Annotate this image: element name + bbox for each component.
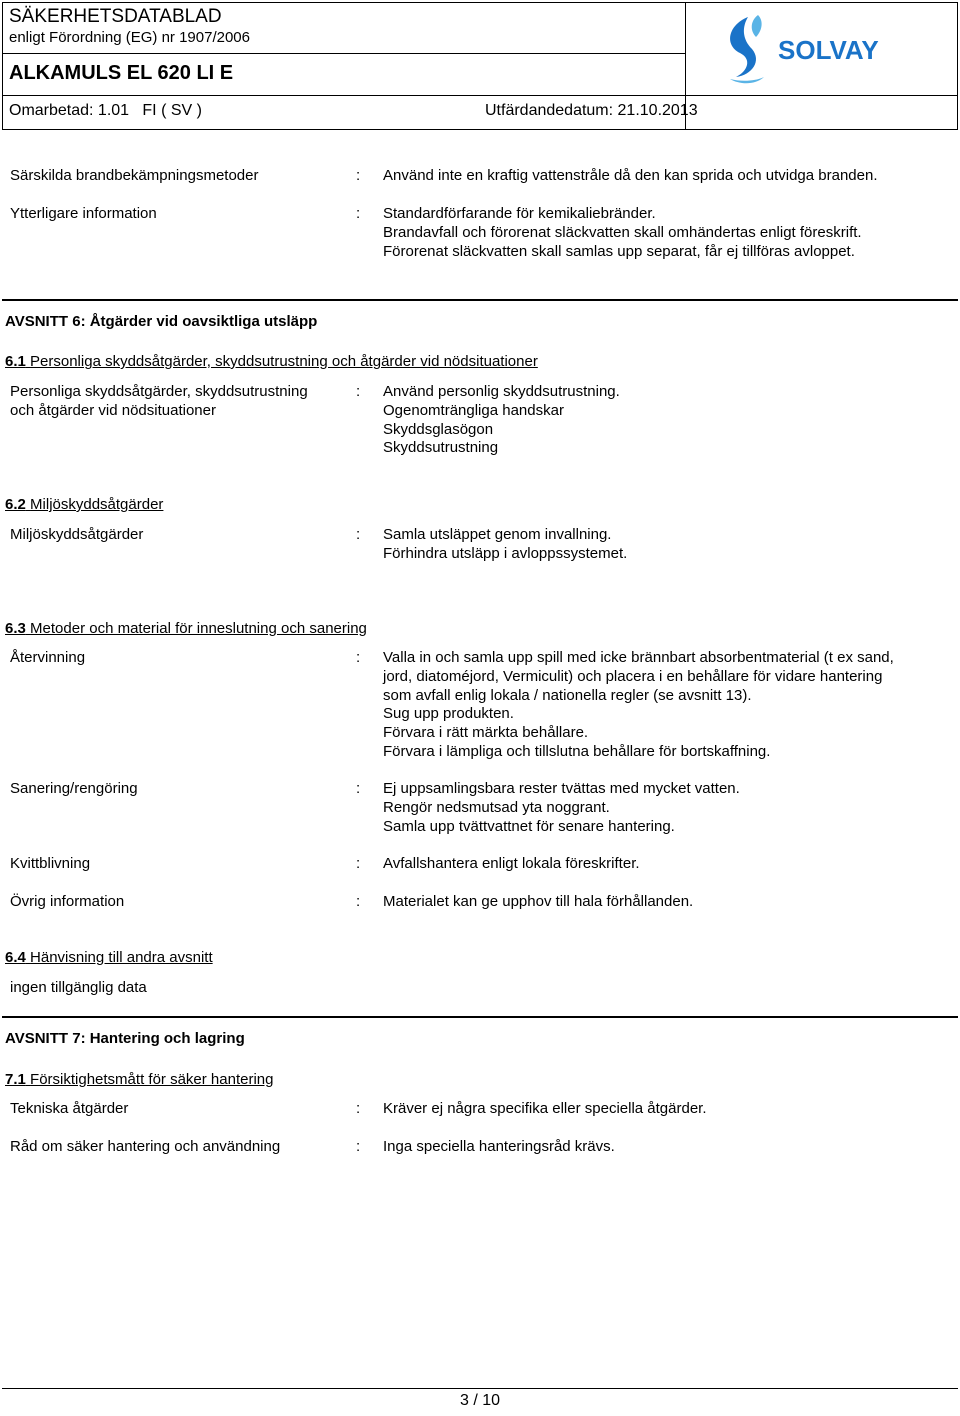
s62-value xyxy=(383,526,627,564)
colon: : xyxy=(356,893,361,910)
other-info-value: Materialet kan ge upphov till hala förhållanden. xyxy=(383,893,694,910)
text-line: Standardförfarande för kemikaliebränder. xyxy=(383,205,656,222)
text-line: och åtgärder vid nödsituationer xyxy=(10,401,216,419)
subsection-7-1-heading xyxy=(5,1071,273,1088)
regulation-reference: enligt Förordning (EG) nr 1907/2006 xyxy=(9,29,250,46)
text-line: Personliga skyddsåtgärder, skyddsutrustning xyxy=(10,383,308,400)
text-line: som avfall enlig lokala / nationella regler (se avsnitt 13). xyxy=(383,686,752,704)
text-line: Använd personlig skyddsutrustning. xyxy=(383,383,620,400)
header-divider xyxy=(3,53,685,54)
cleaning-value xyxy=(383,780,740,836)
other-info-label: Övrig information xyxy=(10,893,125,910)
text-line: Skyddsglasögon xyxy=(383,420,494,438)
subsection-number: 6.3 xyxy=(5,620,26,637)
text-line: Brandavfall och förorenat släckvatten skall omhändertas enligt föreskrift. xyxy=(383,223,862,241)
subsection-6-2-heading xyxy=(5,496,163,513)
s61-value xyxy=(383,383,620,458)
subsection-title: Försiktighetsmått för säker hantering xyxy=(30,1071,274,1088)
text-line: Valla in och samla upp spill med icke brännbart absorbentmaterial (t ex sand, xyxy=(383,649,894,666)
colon: : xyxy=(356,780,361,797)
document-title: SÄKERHETSDATABLAD xyxy=(9,6,222,27)
further-info-value xyxy=(383,205,862,261)
colon: : xyxy=(356,1138,361,1155)
subsection-6-1-heading xyxy=(5,353,538,370)
colon: : xyxy=(356,167,361,184)
text-line: Förvara i rätt märkta behållare. xyxy=(383,724,589,742)
acknowledgement-value: Avfallshantera enligt lokala föreskrifter. xyxy=(383,855,640,872)
colon: : xyxy=(356,855,361,872)
colon: : xyxy=(356,205,361,222)
text-line: jord, diatoméjord, Vermiculit) och placera i en behållare för vidare hantering xyxy=(383,667,883,685)
subsection-number: 6.4 xyxy=(5,949,26,966)
product-name: ALKAMULS EL 620 LI E xyxy=(9,62,234,84)
special-methods-label: Särskilda brandbekämpningsmetoder xyxy=(10,167,259,184)
advice-label: Råd om säker hantering och användning xyxy=(10,1138,281,1155)
special-methods-value: Använd inte en kraftig vattenstråle då den kan sprida och utvidga branden. xyxy=(383,167,878,184)
text-line: Ej uppsamlingsbara rester tvättas med mycket vatten. xyxy=(383,780,740,797)
section-rule xyxy=(2,1016,958,1018)
s64-text: ingen tillgänglig data xyxy=(10,979,147,996)
document-header xyxy=(2,2,958,130)
solvay-logo xyxy=(718,11,888,89)
s61-label xyxy=(10,383,308,421)
subsection-number: 6.1 xyxy=(5,353,26,370)
text-line: Samla upp tvättvattnet för senare hantering. xyxy=(383,817,675,835)
subsection-title: Personliga skyddsåtgärder, skyddsutrustning och åtgärder vid nödsituationer xyxy=(30,353,538,370)
subsection-title: Miljöskyddsåtgärder xyxy=(30,496,164,513)
text-line: Förhindra utsläpp i avloppssystemet. xyxy=(383,544,628,562)
colon: : xyxy=(356,526,361,543)
subsection-title: Metoder och material för inneslutning och sanering xyxy=(30,620,367,637)
technical-value: Kräver ej några specifika eller speciella åtgärder. xyxy=(383,1100,707,1117)
recovery-value xyxy=(383,649,894,762)
footer-rule xyxy=(2,1388,958,1389)
subsection-number: 6.2 xyxy=(5,496,26,513)
text-line: Samla utsläppet genom invallning. xyxy=(383,526,612,543)
page-number: 3 / 10 xyxy=(459,1392,501,1409)
subsection-6-4-heading xyxy=(5,949,213,966)
technical-label: Tekniska åtgärder xyxy=(10,1100,129,1117)
text-line: Förorenat släckvatten skall samlas upp separat, får ej tillföras avloppet. xyxy=(383,242,855,260)
colon: : xyxy=(356,649,361,666)
issue-date: Utfärdandedatum: 21.10.2013 xyxy=(485,102,698,119)
logo-wordmark: SOLVAY xyxy=(778,35,879,65)
text-line: Ogenomträngliga handskar xyxy=(383,401,564,419)
further-info-label: Ytterligare information xyxy=(10,205,157,222)
acknowledgement-label: Kvittblivning xyxy=(10,855,91,872)
subsection-title: Hänvisning till andra avsnitt xyxy=(30,949,213,966)
subsection-6-3-heading xyxy=(5,620,367,637)
text-line: Skyddsutrustning xyxy=(383,439,499,457)
colon: : xyxy=(356,1100,361,1117)
subsection-number: 7.1 xyxy=(5,1071,26,1088)
colon: : xyxy=(356,383,361,400)
advice-value: Inga speciella hanteringsråd krävs. xyxy=(383,1138,615,1155)
text-line: Rengör nedsmutsad yta noggrant. xyxy=(383,798,610,816)
recovery-label: Återvinning xyxy=(10,649,86,666)
section-7-heading: AVSNITT 7: Hantering och lagring xyxy=(5,1030,245,1047)
text-line: Förvara i lämpliga och tillslutna behållare för bortskaffning. xyxy=(383,742,771,760)
text-line: Sug upp produkten. xyxy=(383,705,514,723)
section-rule xyxy=(2,299,958,301)
header-divider xyxy=(3,95,957,96)
revision-info: Omarbetad: 1.01 FI ( SV ) xyxy=(9,102,202,119)
cleaning-label: Sanering/rengöring xyxy=(10,780,138,797)
solvay-logo-icon xyxy=(718,11,888,89)
section-6-heading: AVSNITT 6: Åtgärder vid oavsiktliga utsläpp xyxy=(5,313,318,330)
s62-label: Miljöskyddsåtgärder xyxy=(10,526,144,543)
